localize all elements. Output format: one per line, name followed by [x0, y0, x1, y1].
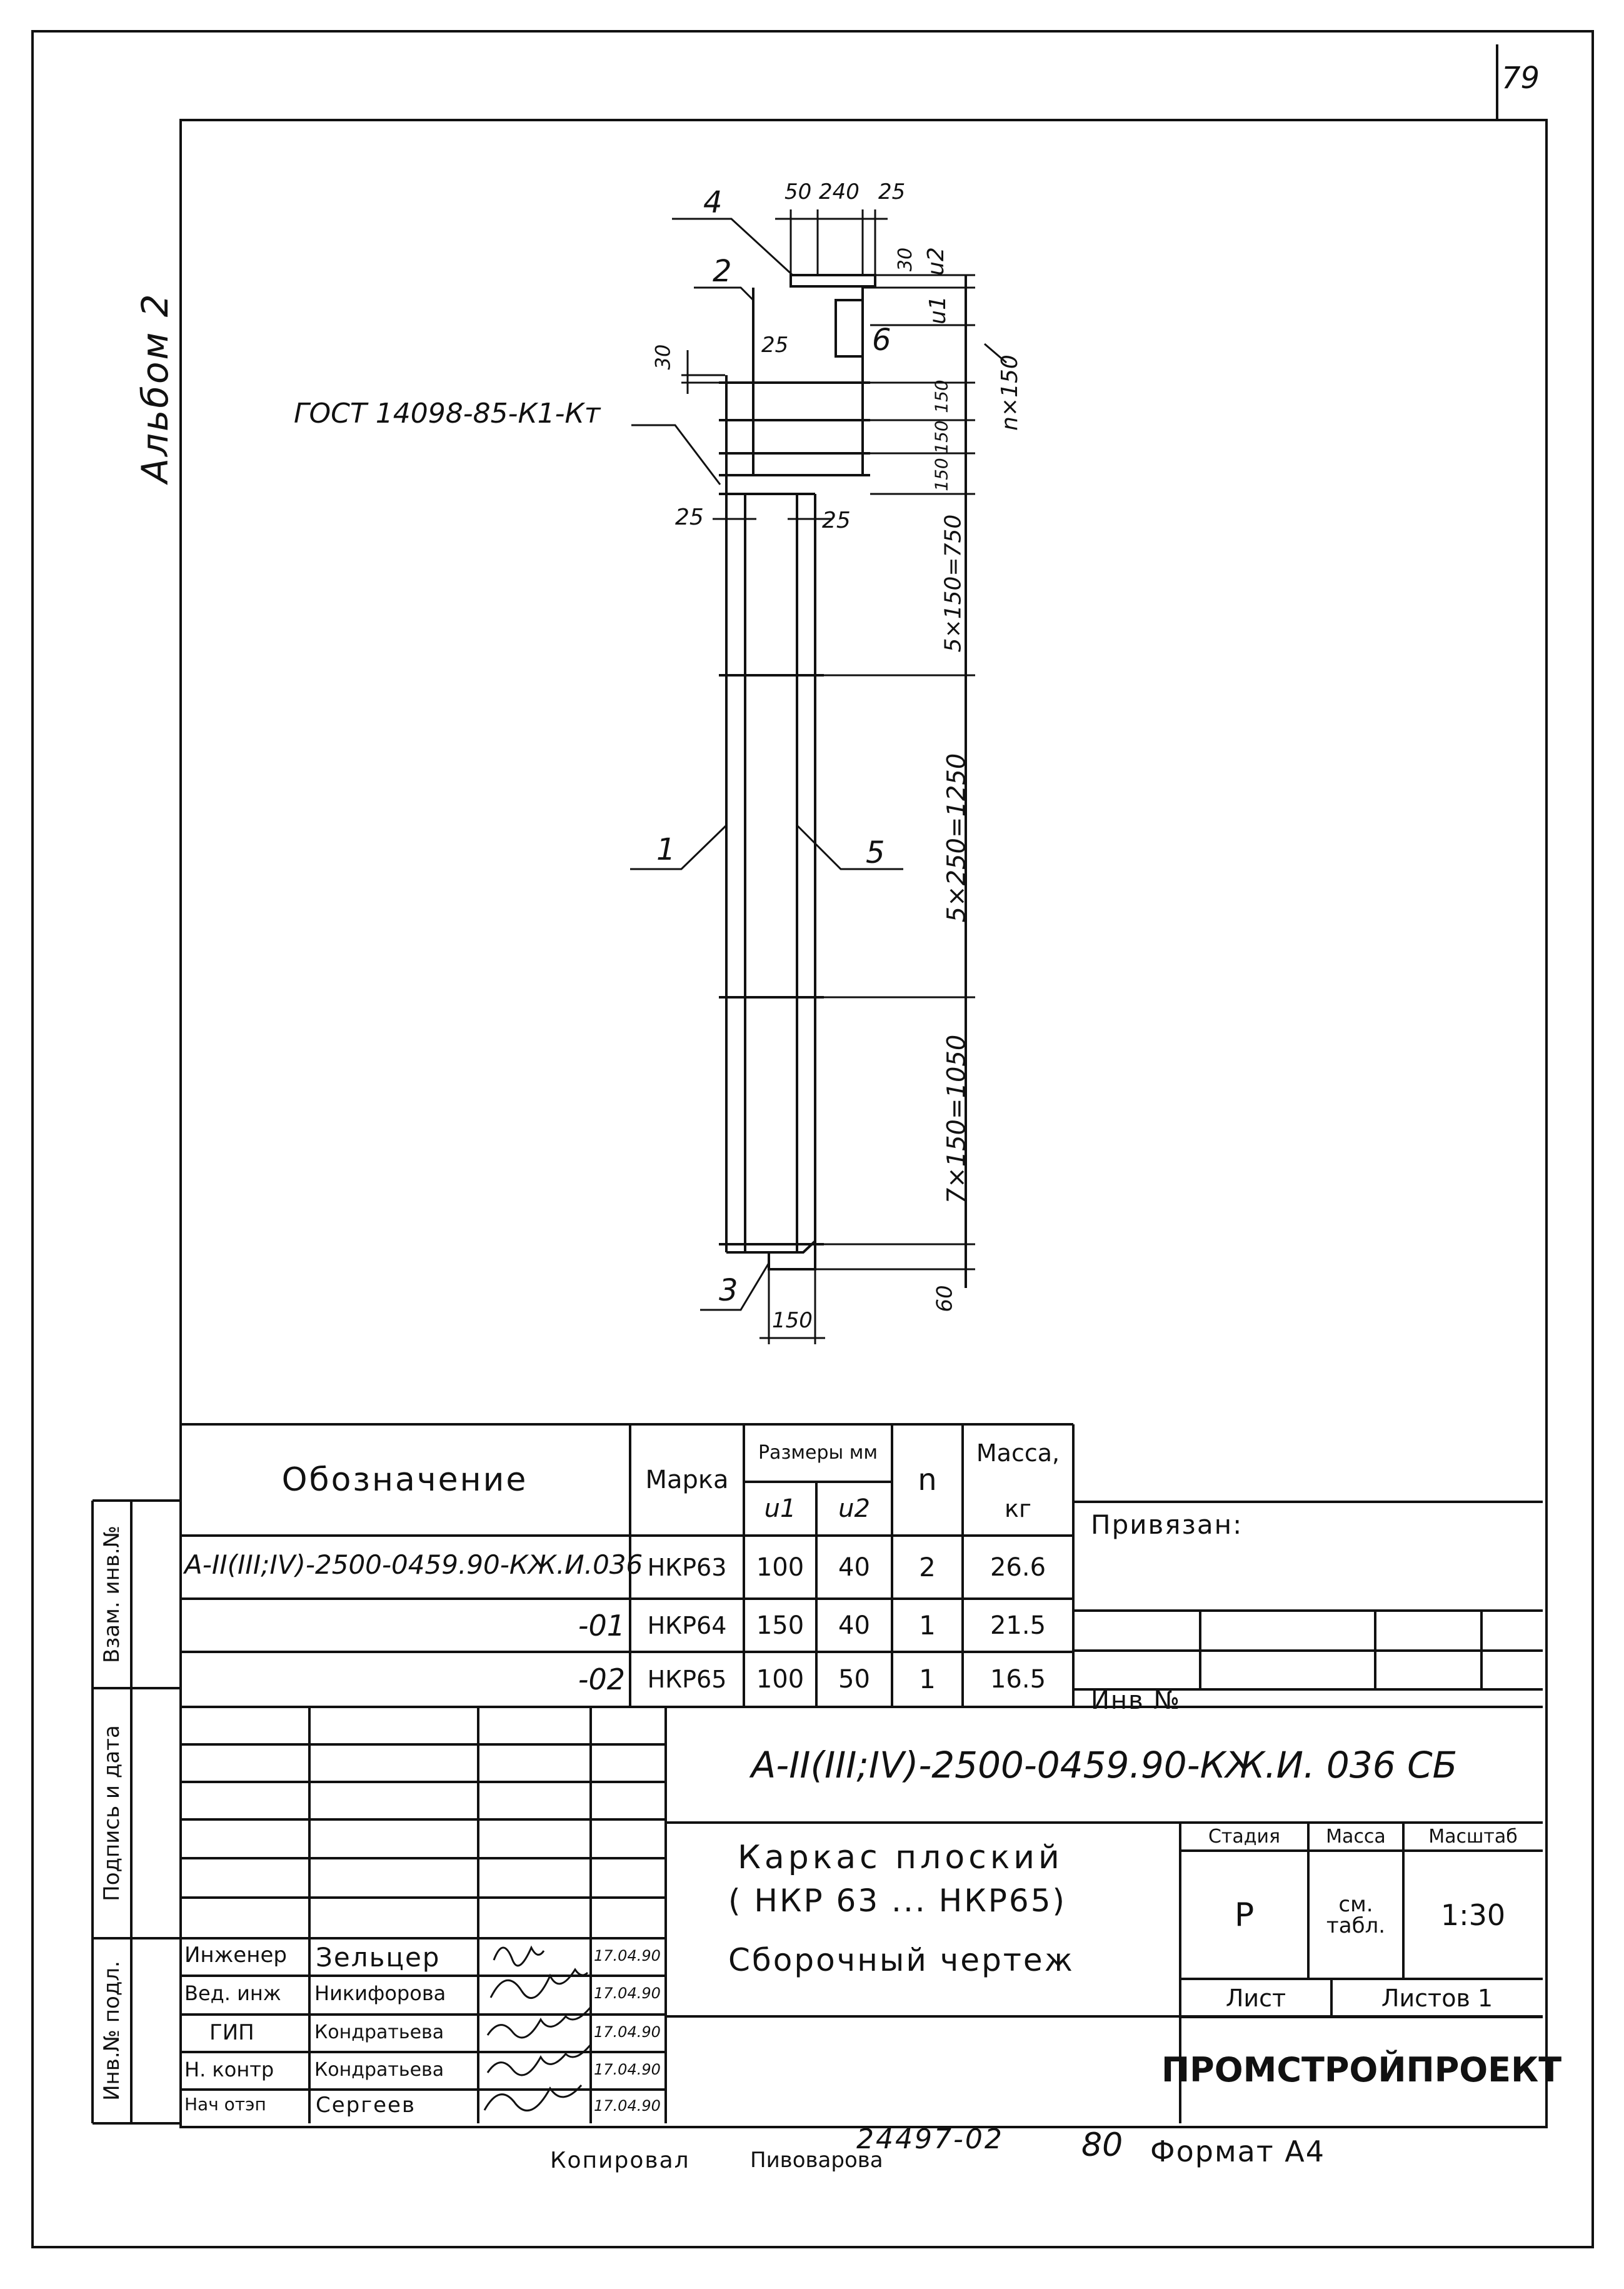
title-line1: Каркас плоский	[738, 1839, 1063, 1876]
row1-designation: А-II(III;IV)-2500-0459.90-КЖ.И.036	[184, 1549, 643, 1580]
position-4: 4	[703, 185, 723, 220]
row3-n: 1	[919, 1664, 936, 1694]
row2-u2: 40	[838, 1611, 870, 1640]
title-line2: ( НКР 63 ... НКР65)	[728, 1883, 1067, 1919]
dim-25-mid: 25	[761, 333, 789, 358]
footer-format: Формат А4	[1150, 2135, 1325, 2168]
row2-mark: НКР64	[647, 1611, 727, 1639]
signer4-date: 17.04.90	[594, 2061, 661, 2078]
title-line3: Сборочный чертеж	[728, 1942, 1075, 1978]
privyazan-label: Привязан:	[1091, 1509, 1243, 1540]
position-6: 6	[872, 323, 891, 358]
dim-240: 240	[819, 179, 860, 204]
album-label: Альбом 2	[134, 292, 176, 483]
dim-n150: n×150	[996, 355, 1023, 431]
sheets-label: Листов 1	[1381, 1984, 1493, 2012]
header-n: n	[918, 1462, 937, 1497]
dim-25-right: 25	[822, 508, 851, 533]
dim-25-left: 25	[675, 505, 704, 530]
row3-u2: 50	[838, 1665, 870, 1694]
row2-u1: 150	[756, 1611, 804, 1640]
row1-mark: НКР63	[647, 1553, 727, 1581]
page-number: 79	[1501, 61, 1540, 96]
position-5: 5	[866, 835, 885, 870]
dim-30-left: 30	[651, 344, 675, 370]
dim-u2: u2	[923, 247, 949, 276]
signer5-role: Нач отэп	[184, 2094, 266, 2115]
signer5-date: 17.04.90	[594, 2097, 661, 2115]
dim-750: 5×150=750	[940, 514, 966, 653]
header-u1: u1	[764, 1494, 796, 1523]
dim-1250: 5×250=1250	[942, 753, 971, 923]
mass-value: см. табл.	[1326, 1891, 1386, 1938]
row3-designation: -02	[578, 1663, 625, 1696]
row1-mass: 26.6	[990, 1552, 1046, 1582]
footer-number: 24497-02	[856, 2123, 1004, 2155]
header-mark: Марка	[645, 1466, 729, 1494]
signer2-role: Вед. инж	[184, 1981, 281, 2005]
row2-mass: 21.5	[990, 1611, 1046, 1640]
dim-150-c: 150	[931, 458, 952, 491]
dim-u1: u1	[925, 296, 951, 324]
footer-copier: Пивоварова	[750, 2148, 883, 2173]
position-1: 1	[656, 832, 676, 867]
signer5-name: Сергеев	[316, 2093, 416, 2118]
row2-designation: -01	[578, 1608, 625, 1643]
inv-no-label: Инв №	[1091, 1686, 1181, 1715]
signer3-role: ГИП	[209, 2020, 254, 2045]
signer4-name: Кондратьева	[314, 2059, 444, 2081]
dim-30-top: 30	[895, 247, 917, 272]
scale-value: 1:30	[1440, 1898, 1506, 1932]
row3-u1: 100	[756, 1665, 804, 1694]
strip-podpis: Подпись и дата	[99, 1725, 124, 1901]
signer4-role: Н. контр	[184, 2058, 274, 2081]
dim-150-bottom: 150	[772, 1308, 813, 1333]
signer3-date: 17.04.90	[594, 2023, 661, 2041]
dim-150-b: 150	[931, 420, 952, 454]
header-sizes: Размеры мм	[758, 1442, 878, 1464]
header-u2: u2	[838, 1494, 870, 1523]
footer-copied: Копировал	[550, 2148, 690, 2173]
row2-n: 1	[919, 1609, 936, 1641]
strip-vzam: Взам. инв.№	[99, 1525, 124, 1664]
row1-n: 2	[919, 1551, 936, 1582]
position-3: 3	[719, 1273, 738, 1308]
signer2-date: 17.04.90	[594, 1985, 661, 2002]
document-code: А-II(III;IV)-2500-0459.90-КЖ.И. 036 СБ	[751, 1743, 1458, 1786]
dim-1050: 7×150=1050	[942, 1034, 971, 1204]
header-designation: Обозначение	[281, 1461, 528, 1499]
mass-label: Масса	[1326, 1825, 1386, 1848]
header-mass-unit: кг	[1005, 1495, 1031, 1522]
dim-60: 60	[932, 1285, 958, 1312]
row1-u2: 40	[838, 1552, 870, 1582]
signer1-date: 17.04.90	[594, 1947, 661, 1965]
stage-label: Стадия	[1208, 1825, 1281, 1848]
dim-150-a: 150	[931, 380, 952, 413]
stage-value: Р	[1234, 1896, 1255, 1934]
signer3-name: Кондратьева	[314, 2021, 444, 2043]
organization: ПРОМСТРОЙПРОЕКТ	[1161, 2050, 1562, 2090]
row3-mass: 16.5	[990, 1665, 1046, 1694]
position-2: 2	[713, 254, 732, 289]
sheet-label: Лист	[1225, 1984, 1286, 2012]
row1-u1: 100	[756, 1552, 804, 1582]
row3-mark: НКР65	[647, 1666, 727, 1693]
signer1-name: Зельцер	[316, 1942, 441, 1973]
dim-50: 50	[784, 179, 812, 204]
dim-25-top: 25	[878, 179, 906, 204]
header-mass: Масса,	[976, 1439, 1060, 1467]
gost-label: ГОСТ 14098-85-К1-Кт	[294, 398, 601, 430]
footer-page: 80	[1081, 2126, 1123, 2164]
scale-label: Масштаб	[1428, 1825, 1518, 1848]
signer1-role: Инженер	[184, 1943, 287, 1968]
strip-inv-podl: Инв.№ подл.	[99, 1961, 124, 2101]
signer2-name: Никифорова	[314, 1981, 446, 2005]
